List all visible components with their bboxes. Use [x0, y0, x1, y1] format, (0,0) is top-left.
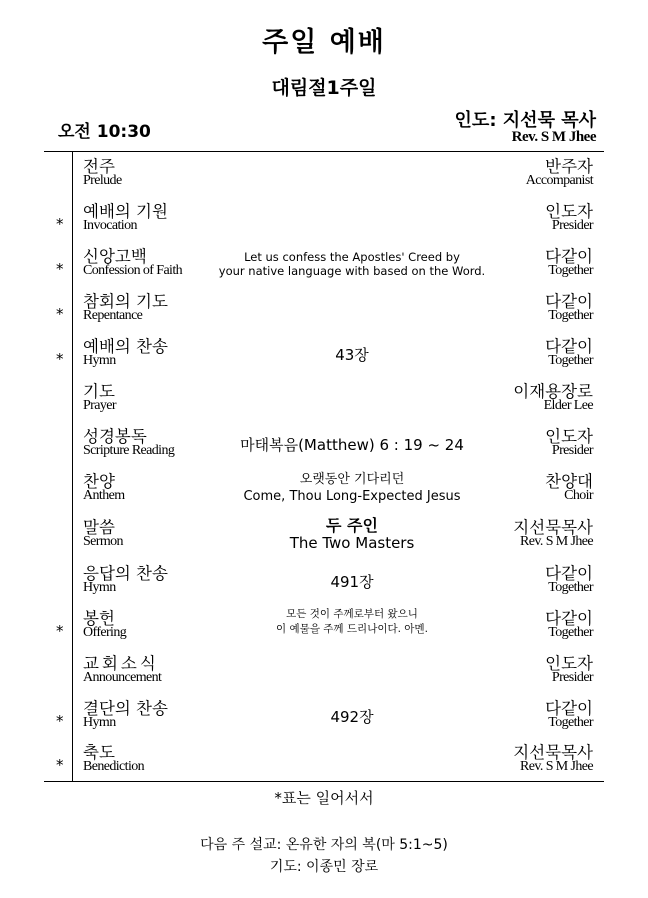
creed-note-line1: Let us confess the Apostles' Creed by — [244, 250, 460, 264]
leader-role-english: Together — [548, 715, 593, 730]
item-english: Repentance — [83, 308, 143, 323]
item-korean: 봉헌 — [83, 609, 115, 628]
leader-role-korean: 인도자 — [545, 427, 593, 446]
item-english: Prayer — [83, 398, 116, 413]
anthem-title-korean: 오랫동안 기다리던 — [299, 472, 405, 487]
leader-role-english: Presider — [551, 443, 593, 458]
item-english: Prelude — [83, 173, 122, 188]
leader-role-korean: 다같이 — [545, 292, 593, 311]
item-korean: 전주 — [83, 157, 115, 176]
scripture-reference: 마태복음(Matthew) 6 : 19 ~ 24 — [240, 436, 464, 454]
order-row — [0, 514, 648, 559]
leader-role-english: Elder Lee — [543, 398, 593, 413]
leader-role-english: Together — [548, 625, 593, 640]
item-english: Hymn — [83, 580, 116, 595]
offering-prayer-line1: 모든 것이 주께로부터 왔으니 — [286, 608, 418, 620]
item-korean: 성경봉독 — [83, 427, 147, 446]
order-row — [0, 468, 648, 513]
order-row — [0, 333, 648, 378]
creed-note — [210, 250, 494, 278]
standing-mark: * — [56, 622, 64, 640]
order-row — [0, 423, 648, 468]
standing-mark: * — [56, 260, 64, 278]
leader-role-korean: 지선묵목사 — [513, 743, 593, 762]
item-korean: 교회소식 — [83, 654, 159, 673]
item-english: Invocation — [83, 218, 137, 233]
leader-role-english: Accompanist — [525, 173, 593, 188]
item-korean: 신앙고백 — [83, 247, 147, 266]
leader-role-korean: 다같이 — [545, 337, 593, 356]
leader-role-english: Together — [548, 580, 593, 595]
item-korean: 찬양 — [83, 472, 115, 491]
order-row — [0, 739, 648, 784]
item-korean: 참회의 기도 — [83, 292, 168, 311]
item-english: Anthem — [83, 488, 125, 503]
leader-role-korean: 다같이 — [545, 564, 593, 583]
item-korean: 기도 — [83, 382, 115, 401]
item-korean: 축도 — [83, 743, 115, 762]
hymn-number: 491장 — [330, 573, 374, 591]
leader-role-english: Presider — [551, 218, 593, 233]
bulletin-subtitle: 대림절1주일 — [271, 77, 377, 99]
offering-prayer-line2: 이 예물을 주께 드리나이다. 아멘. — [276, 623, 428, 635]
standing-mark: * — [56, 712, 64, 730]
standing-mark: * — [56, 756, 64, 774]
order-row — [0, 288, 648, 333]
item-korean: 응답의 찬송 — [83, 564, 168, 583]
leader-role-english: Rev. S M Jhee — [520, 534, 593, 549]
leader-role-korean: 지선묵목사 — [513, 518, 593, 537]
leader-role-english: Together — [548, 308, 593, 323]
sermon-title-english: The Two Masters — [289, 534, 415, 552]
leader-english: Rev. S M Jhee — [511, 129, 596, 145]
hymn-number: 43장 — [335, 346, 369, 364]
item-english: Announcement — [83, 670, 162, 685]
leader-role-korean: 다같이 — [545, 247, 593, 266]
leader-role-english: Presider — [551, 670, 593, 685]
item-english: Offering — [83, 625, 127, 640]
order-row — [0, 560, 648, 605]
order-row — [0, 243, 648, 288]
next-week-sermon: 다음 주 설교: 온유한 자의 복(마 5:1~5) — [200, 837, 448, 853]
leader-korean: 인도: 지선묵 목사 — [454, 110, 596, 131]
leader-role-korean: 이재용장로 — [513, 382, 593, 401]
item-korean: 예배의 찬송 — [83, 337, 168, 356]
leader-role-english: Together — [548, 263, 593, 278]
leader-role-korean: 인도자 — [545, 654, 593, 673]
order-row — [0, 605, 648, 650]
bulletin-title: 주일 예배 — [262, 27, 386, 58]
order-row — [0, 695, 648, 740]
creed-note-line2: your native language with based on the Word. — [218, 264, 486, 278]
order-row — [0, 650, 648, 695]
top-divider — [44, 151, 604, 152]
leader-role-korean: 인도자 — [545, 202, 593, 221]
order-row — [0, 378, 648, 423]
sermon-title-korean: 두 주인 — [326, 516, 378, 535]
standing-note: *표는 일어서서 — [274, 789, 374, 807]
leader-role-korean: 반주자 — [545, 157, 593, 176]
standing-mark: * — [56, 305, 64, 323]
order-row — [0, 153, 648, 198]
standing-mark: * — [56, 350, 64, 368]
service-time: 오전 10:30 — [58, 122, 151, 142]
item-english: Confession of Faith — [83, 263, 183, 278]
item-korean: 결단의 찬송 — [83, 699, 168, 718]
item-korean: 말씀 — [83, 518, 115, 537]
leader-role-korean: 다같이 — [545, 699, 593, 718]
item-english: Hymn — [83, 715, 116, 730]
item-korean: 예배의 기원 — [83, 202, 168, 221]
hymn-number: 492장 — [330, 708, 374, 726]
leader-role-english: Choir — [564, 488, 593, 503]
leader-role-english: Together — [548, 353, 593, 368]
anthem-title-english: Come, Thou Long-Expected Jesus — [243, 489, 461, 504]
order-row — [0, 198, 648, 243]
item-english: Sermon — [83, 534, 123, 549]
leader-role-english: Rev. S M Jhee — [520, 759, 593, 774]
offering-prayer — [210, 607, 494, 637]
item-english: Hymn — [83, 353, 116, 368]
leader-role-korean: 다같이 — [545, 609, 593, 628]
leader-role-korean: 찬양대 — [545, 472, 593, 491]
item-english: Scripture Reading — [83, 443, 175, 458]
item-english: Benediction — [83, 759, 145, 774]
standing-mark: * — [56, 215, 64, 233]
anthem-title — [210, 471, 494, 505]
next-week-prayer: 기도: 이종민 장로 — [269, 859, 379, 875]
bottom-divider — [44, 781, 604, 782]
